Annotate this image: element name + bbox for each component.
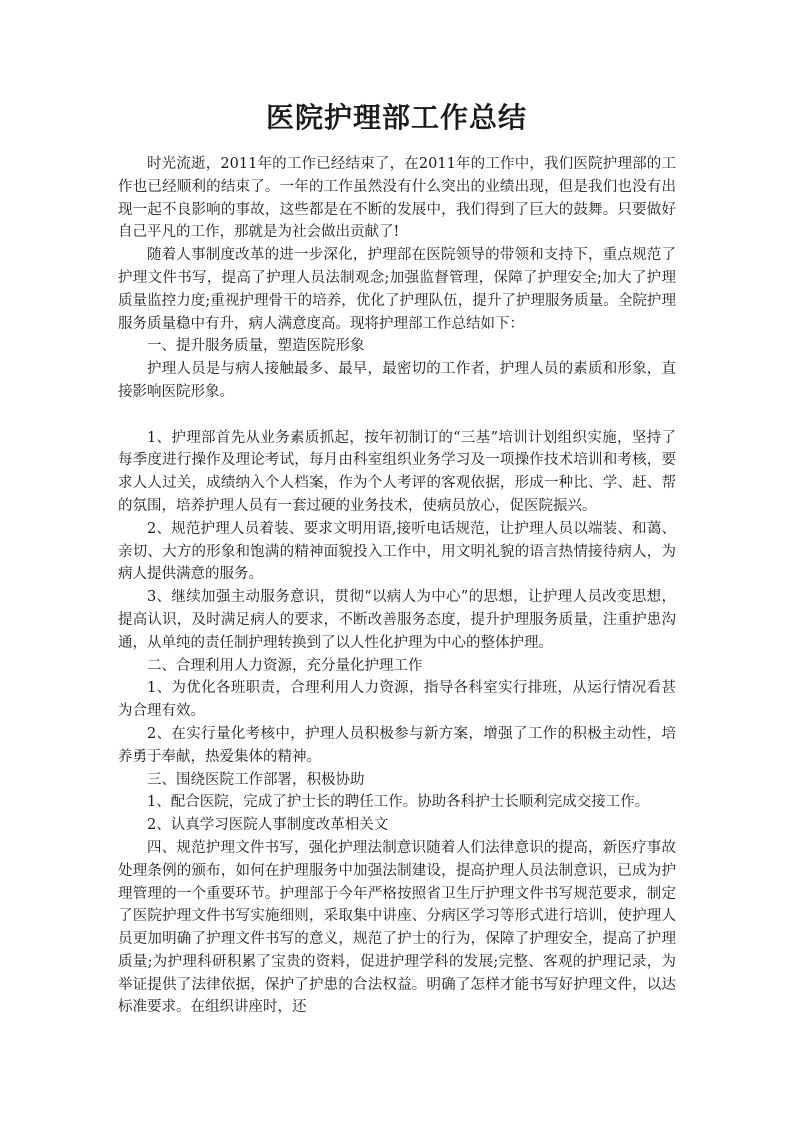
section-heading: 三、围绕医院工作部署，积极协助 bbox=[147, 771, 365, 788]
paragraph: 护理人员是与病人接触最多、最早，最密切的工作者，护理人员的素质和形象，直接影响医院形象。 bbox=[118, 361, 676, 400]
paragraph: 2、规范护理人员着装、要求文明用语,接听电话规范，让护理人员以端装、和蔼、亲切、大方的形象和饱满的精神面貌投入工作中，用文明礼貌的语言热情接待病人，为病人提供满意的服务。 bbox=[118, 520, 676, 583]
paragraph: 1、为优化各班职责，合理利用人力资源，指导各科室实行排班，从运行情况看甚为合理有效。 bbox=[118, 680, 676, 720]
paragraph: 2、认真学习医院人事制度改革相关文 bbox=[147, 817, 389, 834]
blank-line bbox=[118, 404, 676, 427]
document-body bbox=[118, 153, 676, 1019]
paragraph: 随着人事制度改革的进一步深化，护理部在医院领导的带领和支持下，重点规范了护理文件书写，提高了护理人员法制观念;加强监督管理，保障了护理安全;加大了护理质量监控力度;重视护理骨干的培养，优化了护理队伍，提升了护理服务质量。全院护理服务质量稳中有升，病人满意度高。现将护理部工作总结如下： bbox=[118, 247, 676, 332]
paragraph: 3、继续加强主动服务意识，贯彻“以病人为中心”的思想，让护理人员改变思想，提高认识，及时满足病人的要求，不断改善服务态度，提升护理服务质量，注重护患沟通，从单纯的责任制护理转换到了以人性化护理为中心的整体护理。 bbox=[118, 589, 676, 651]
paragraph: 2、在实行量化考核中，护理人员积极参与新方案，增强了工作的积极主动性，培养勇于奉献，热爱集体的精神。 bbox=[118, 725, 676, 765]
paragraph: 时光流逝，2011年的工作已经结束了，在2011年的工作中，我们医院护理部的工作也已经顺利的结束了。一年的工作虽然没有什么突出的业绩出现，但是我们也没有出现一起不良影响的事故，这些都是在不断的发展中，我们得到了巨大的鼓舞。只要做好自己平凡的工作，那就是为社会做出贡献了! bbox=[118, 156, 676, 241]
paragraph: 四、规范护理文件书写，强化护理法制意识随着人们法律意识的提高，新医疗事故处理条例的颁布，如何在护理服务中加强法制建设，提高护理人员法制意识，已成为护理管理的一个重要环节。护理部于今年严格按照省卫生厅护理文件书写规范要求，制定了医院护理文件书写实施细则，采取集中讲座、分病区学习等形式进行培训，使护理人员更加明确了护理文件书写的意义，规范了护士的行为，保障了护理安全，提高了护理质量;为护理科研积累了宝贵的资料，促进护理学科的发展;完整、客观的护理记录，为举证提供了法律依据，保护了护患的合法权益。明确了怎样才能书写好护理文件，以达标准要求。在组织讲座时，还 bbox=[118, 839, 676, 1016]
section-heading: 二、合理利用人力资源，充分量化护理工作 bbox=[147, 657, 423, 674]
paragraph: 1、护理部首先从业务素质抓起，按年初制订的“三基”培训计划组织实施，坚持了每季度进行操作及理论考试，每月由科室组织业务学习及一项操作技术培训和考核，要求人人过关，成绩纳入个人档案，作为个人考评的客观依据，形成一种比、学、赶、帮的氛围，培养护理人员有一套过硬的业务技术，使病员放心，促医院振兴。 bbox=[118, 429, 676, 514]
section-heading: 一、提升服务质量，塑造医院形象 bbox=[147, 338, 365, 355]
document-title: 医院护理部工作总结 bbox=[265, 101, 527, 134]
paragraph: 1、配合医院，完成了护士长的聘任工作。协助各科护士长顺利完成交接工作。 bbox=[147, 794, 650, 811]
